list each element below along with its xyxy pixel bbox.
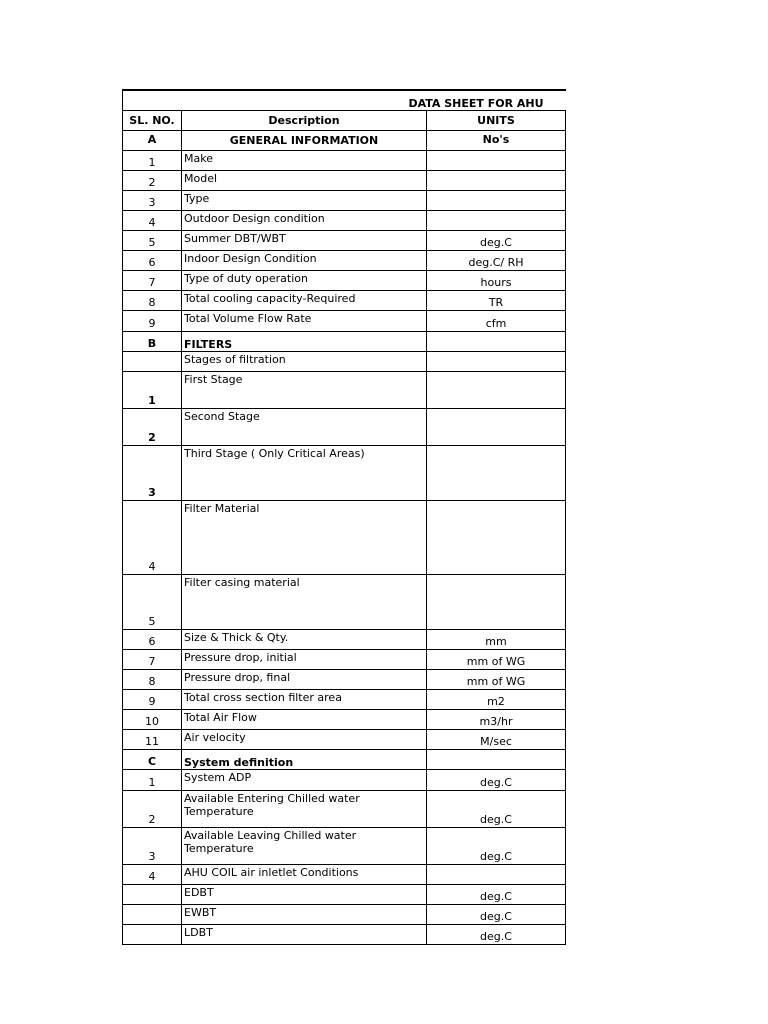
units-cell: deg.C <box>427 924 566 944</box>
sl-no-cell: 4 <box>123 864 182 884</box>
description-cell: Outdoor Design condition <box>182 210 427 230</box>
description-cell: Total Air Flow <box>182 709 427 729</box>
units-cell <box>427 210 566 230</box>
description-cell: AHU COIL air inletlet Conditions <box>182 864 427 884</box>
sl-no-cell: 6 <box>123 629 182 649</box>
table-row <box>123 190 566 210</box>
sl-no-cell: 9 <box>123 689 182 709</box>
description-cell: Third Stage ( Only Critical Areas) <box>182 445 427 500</box>
table-row <box>123 669 566 689</box>
sl-no-cell: 1 <box>123 150 182 170</box>
table-row <box>123 351 566 371</box>
units-cell: TR <box>427 290 566 310</box>
table-row <box>123 769 566 790</box>
table-row <box>123 709 566 729</box>
table-row <box>123 649 566 669</box>
table-row <box>123 270 566 290</box>
units-cell: deg.C <box>427 827 566 864</box>
description-cell: LDBT <box>182 924 427 944</box>
units-cell <box>427 749 566 769</box>
sl-no-cell: 2 <box>123 170 182 190</box>
sl-no-cell: 5 <box>123 574 182 629</box>
sl-no-cell: 3 <box>123 445 182 500</box>
description-cell: Pressure drop, initial <box>182 649 427 669</box>
description-cell: Available Entering Chilled water Temperature <box>182 790 427 827</box>
header-row <box>123 110 566 130</box>
units-cell <box>427 190 566 210</box>
table-row <box>123 729 566 749</box>
description-cell: System definition <box>182 749 427 769</box>
sl-no-cell: 8 <box>123 669 182 689</box>
sl-no-cell: 2 <box>123 790 182 827</box>
table-row <box>123 210 566 230</box>
table-row <box>123 749 566 769</box>
description-cell: Type <box>182 190 427 210</box>
description-cell: Type of duty operation <box>182 270 427 290</box>
units-cell: cfm <box>427 310 566 331</box>
sl-no-cell: 10 <box>123 709 182 729</box>
units-cell: deg.C/ RH <box>427 250 566 270</box>
description-cell: Total Volume Flow Rate <box>182 310 427 331</box>
sl-no-cell: 1 <box>123 371 182 408</box>
description-cell: Second Stage <box>182 408 427 445</box>
table-row <box>123 790 566 827</box>
description-cell: Stages of filtration <box>182 351 427 371</box>
table-row <box>123 629 566 649</box>
table-row <box>123 500 566 574</box>
units-cell: No's <box>427 130 566 150</box>
sl-no-cell <box>123 351 182 371</box>
sl-no-cell <box>123 884 182 904</box>
table-row <box>123 331 566 351</box>
table-row <box>123 230 566 250</box>
header-units: UNITS <box>427 110 566 130</box>
table-row <box>123 408 566 445</box>
units-cell: M/sec <box>427 729 566 749</box>
description-cell: Filter casing material <box>182 574 427 629</box>
sl-no-cell: 4 <box>123 500 182 574</box>
sl-no-cell: 7 <box>123 270 182 290</box>
table-row <box>123 371 566 408</box>
units-cell <box>427 445 566 500</box>
units-cell: mm of WG <box>427 669 566 689</box>
ahu-data-sheet-table <box>122 89 566 945</box>
description-cell: Size & Thick & Qty. <box>182 629 427 649</box>
units-cell <box>427 170 566 190</box>
description-cell: Air velocity <box>182 729 427 749</box>
table-row <box>123 445 566 500</box>
sl-no-cell <box>123 924 182 944</box>
description-cell: Make <box>182 150 427 170</box>
units-cell <box>427 500 566 574</box>
description-cell: Pressure drop, final <box>182 669 427 689</box>
description-cell: EWBT <box>182 904 427 924</box>
units-cell <box>427 574 566 629</box>
table-row <box>123 884 566 904</box>
table-row <box>123 689 566 709</box>
sl-no-cell: A <box>123 130 182 150</box>
table-row <box>123 250 566 270</box>
units-cell <box>427 331 566 351</box>
description-cell: GENERAL INFORMATION <box>182 130 427 150</box>
units-cell: mm <box>427 629 566 649</box>
description-cell: System ADP <box>182 769 427 790</box>
sheet-title: DATA SHEET FOR AHU <box>123 90 566 110</box>
description-cell: Model <box>182 170 427 190</box>
units-cell: deg.C <box>427 769 566 790</box>
sl-no-cell: 11 <box>123 729 182 749</box>
table-row <box>123 574 566 629</box>
units-cell <box>427 351 566 371</box>
table-row <box>123 130 566 150</box>
sl-no-cell: 4 <box>123 210 182 230</box>
sl-no-cell: C <box>123 749 182 769</box>
sl-no-cell: 8 <box>123 290 182 310</box>
units-cell: m2 <box>427 689 566 709</box>
sl-no-cell: 9 <box>123 310 182 331</box>
table-row <box>123 924 566 944</box>
sl-no-cell: 5 <box>123 230 182 250</box>
units-cell: m3/hr <box>427 709 566 729</box>
table-row <box>123 864 566 884</box>
description-cell: Summer DBT/WBT <box>182 230 427 250</box>
table-row <box>123 904 566 924</box>
sl-no-cell: B <box>123 331 182 351</box>
units-cell: deg.C <box>427 884 566 904</box>
table-row <box>123 290 566 310</box>
units-cell <box>427 408 566 445</box>
description-cell: Total cooling capacity-Required <box>182 290 427 310</box>
units-cell <box>427 864 566 884</box>
description-cell: Available Leaving Chilled water Temperature <box>182 827 427 864</box>
sl-no-cell: 3 <box>123 190 182 210</box>
description-cell: Filter Material <box>182 500 427 574</box>
sl-no-cell: 6 <box>123 250 182 270</box>
description-cell: EDBT <box>182 884 427 904</box>
description-cell: Total cross section filter area <box>182 689 427 709</box>
table-row <box>123 150 566 170</box>
sl-no-cell: 2 <box>123 408 182 445</box>
table-row <box>123 310 566 331</box>
description-cell: Indoor Design Condition <box>182 250 427 270</box>
units-cell: deg.C <box>427 230 566 250</box>
sl-no-cell: 3 <box>123 827 182 864</box>
description-cell: FILTERS <box>182 331 427 351</box>
description-cell: First Stage <box>182 371 427 408</box>
title-row <box>123 90 566 110</box>
sheet-body <box>123 90 566 944</box>
units-cell: hours <box>427 270 566 290</box>
table-row <box>123 170 566 190</box>
table-row <box>123 827 566 864</box>
sl-no-cell <box>123 904 182 924</box>
units-cell <box>427 371 566 408</box>
units-cell: deg.C <box>427 790 566 827</box>
header-sl-no: SL. NO. <box>123 110 182 130</box>
units-cell: mm of WG <box>427 649 566 669</box>
sl-no-cell: 7 <box>123 649 182 669</box>
units-cell: deg.C <box>427 904 566 924</box>
units-cell <box>427 150 566 170</box>
header-description: Description <box>182 110 427 130</box>
sl-no-cell: 1 <box>123 769 182 790</box>
